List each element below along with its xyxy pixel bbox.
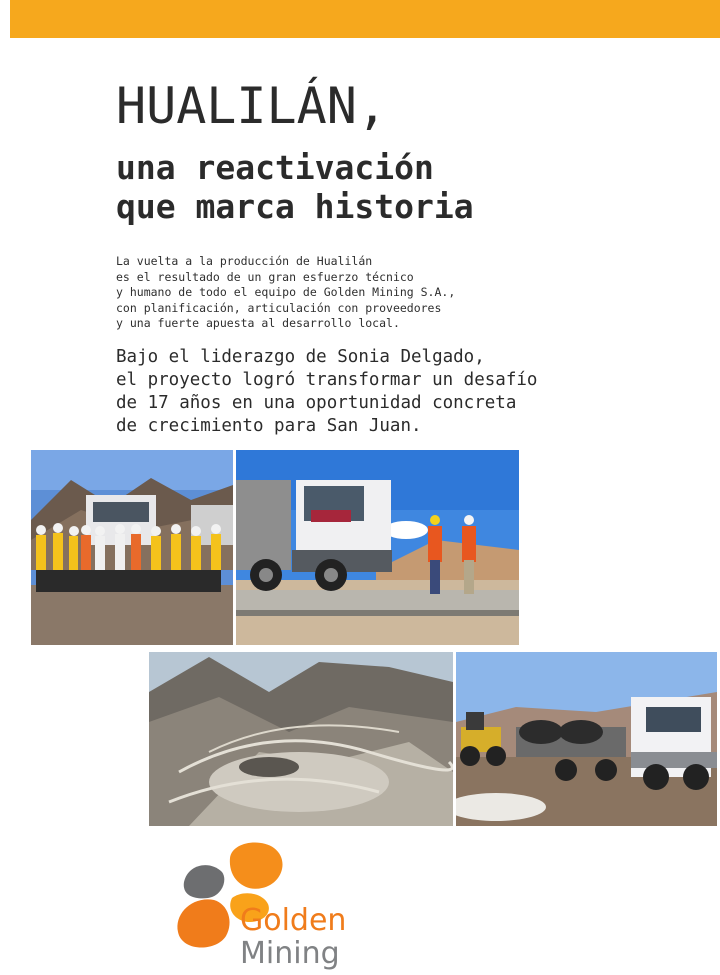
subtitle-line-1: una reactivación: [116, 148, 434, 187]
logo-word-mining: Mining: [240, 936, 340, 971]
intro-line: La vuelta a la producción de Hualilán: [116, 254, 373, 268]
intro-line: y humano de todo el equipo de Golden Mining S.A.,: [116, 285, 456, 299]
lead-paragraph: [116, 346, 537, 438]
subtitle-line-2: que marca historia: [116, 187, 474, 226]
lead-line: Bajo el liderazgo de Sonia Delgado,: [116, 347, 485, 367]
intro-line: es el resultado de un gran esfuerzo técnico: [116, 269, 414, 284]
team-group-photo: [31, 450, 233, 645]
golden-mining-logo: [170, 840, 370, 970]
trucks-loader-photo: [456, 652, 717, 826]
top-accent-bar: [10, 0, 720, 38]
intro-paragraph: [116, 254, 455, 332]
intro-line: con planificación, articulación con proveedores: [116, 300, 442, 315]
truck-scale-photo: [236, 450, 519, 645]
lead-line: de 17 años en una oportunidad concreta: [116, 393, 517, 413]
page-title: HUALILÁN,: [116, 77, 387, 135]
logo-word-golden: Golden: [240, 903, 347, 938]
page-subtitle: [116, 148, 474, 226]
lead-line: de crecimiento para San Juan.: [116, 416, 422, 436]
aerial-mine-photo: [149, 652, 453, 826]
lead-line: el proyecto logró transformar un desafío: [116, 370, 538, 390]
intro-line: y una fuerte apuesta al desarrollo local.: [116, 316, 400, 330]
